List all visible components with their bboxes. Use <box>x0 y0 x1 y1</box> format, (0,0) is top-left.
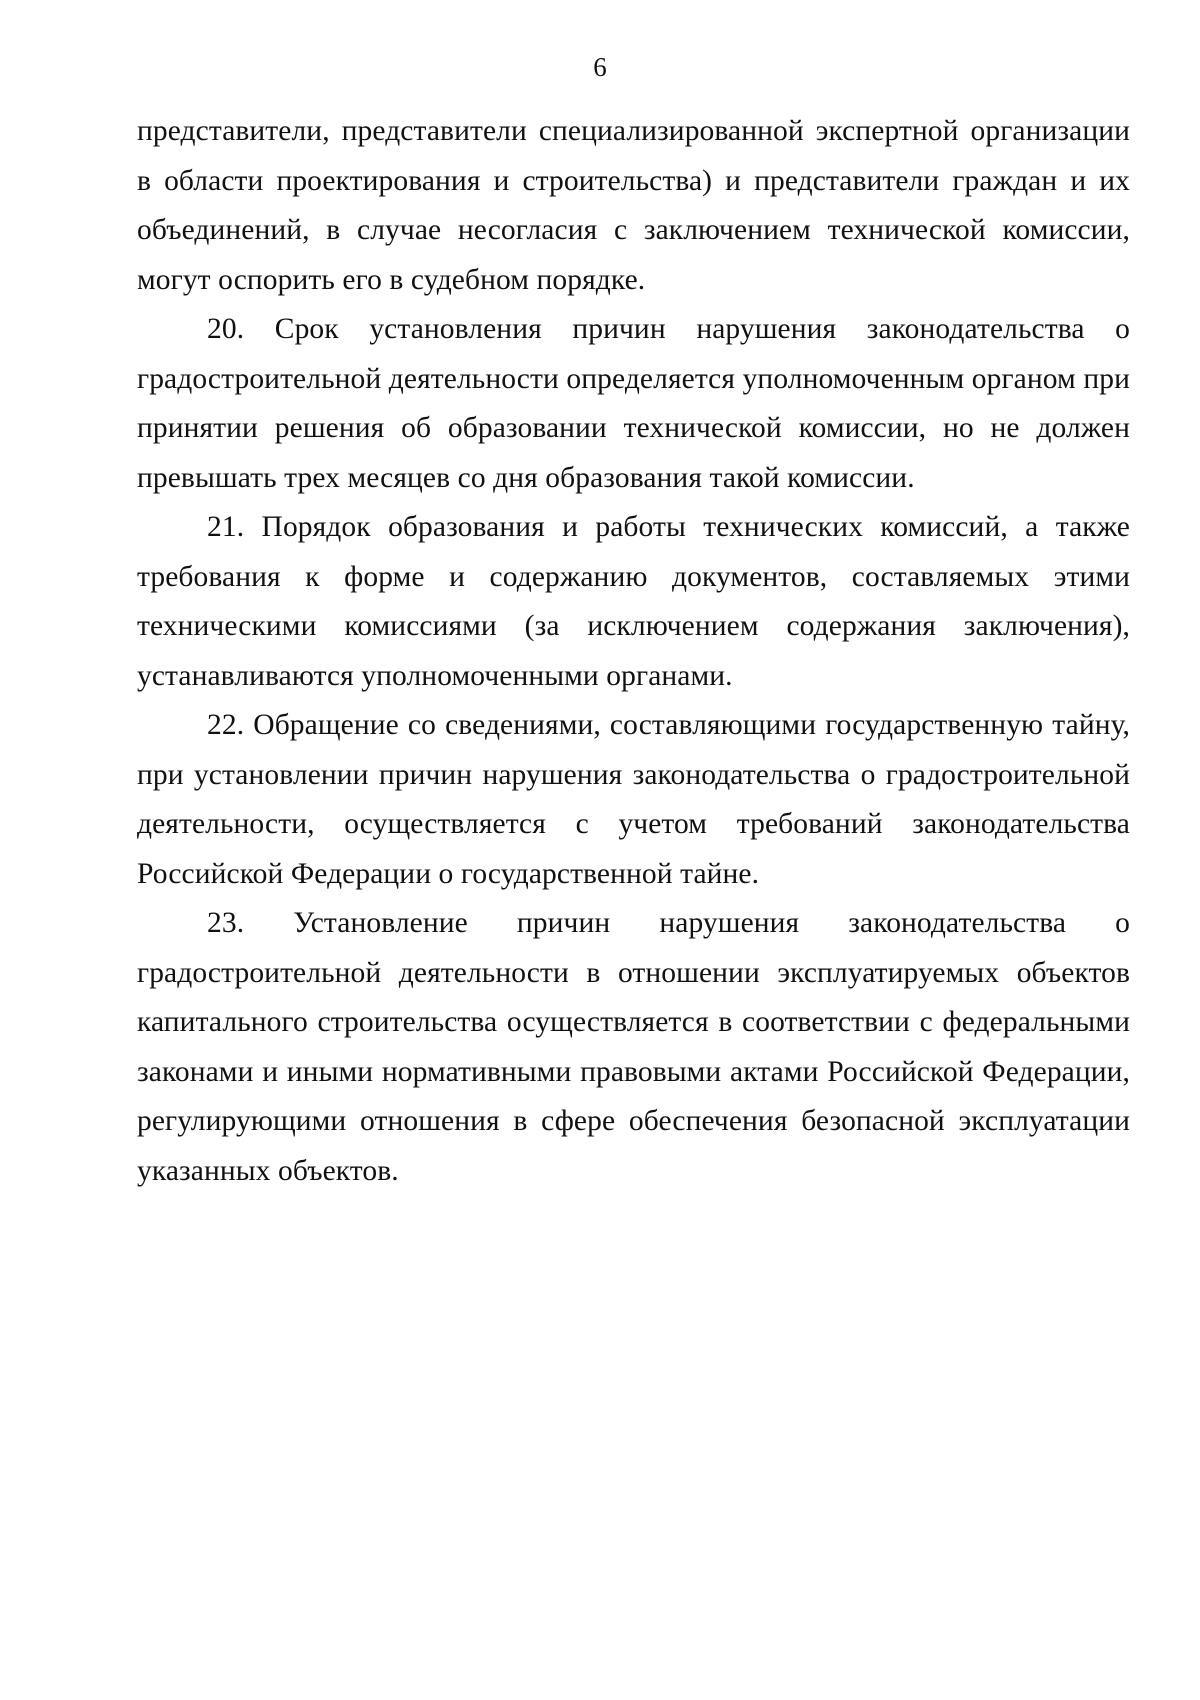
paragraph-23: 23. Установление причин нарушения законодательства о градостроительной деятельности в отношении эксплуатируемых объектов капитального строительства осуществляется в соответствии с федеральными законами и иными нормативными правовыми актами Российской Федерации, регулирующими отношения в сфере обеспечения безопасной эксплуатации указанных объектов. <box>137 907 1130 1187</box>
paragraph-22: 22. Обращение со сведениями, составляющими государственную тайну, при установлении причин нарушения законодательства о градостроительной деятельности, осуществляется с учетом требований законодательства Российской Федерации о государственной тайне. <box>137 709 1130 890</box>
paragraph-21: 21. Порядок образования и работы технических комиссий, а также требования к форме и содержанию документов, составляемых этими техническими комиссиями (за исключением содержания заключения), устанавливаются уполномоченными органами. <box>137 511 1130 692</box>
paragraph-20: 20. Срок установления причин нарушения законодательства о градостроительной деятельности определяется уполномоченным органом при принятии решения об образовании технической комиссии, но не должен превышать трех месяцев со дня образования такой комиссии. <box>137 313 1130 494</box>
page-number: 6 <box>593 52 607 82</box>
paragraph-continuation: представители, представители специализированной экспертной организации в области проектирования и строительства) и представители граждан и их объединений, в случае несогласия с заключением технической комиссии, могут оспорить его в судебном порядке. <box>137 115 1130 296</box>
document-body <box>137 107 1130 1196</box>
